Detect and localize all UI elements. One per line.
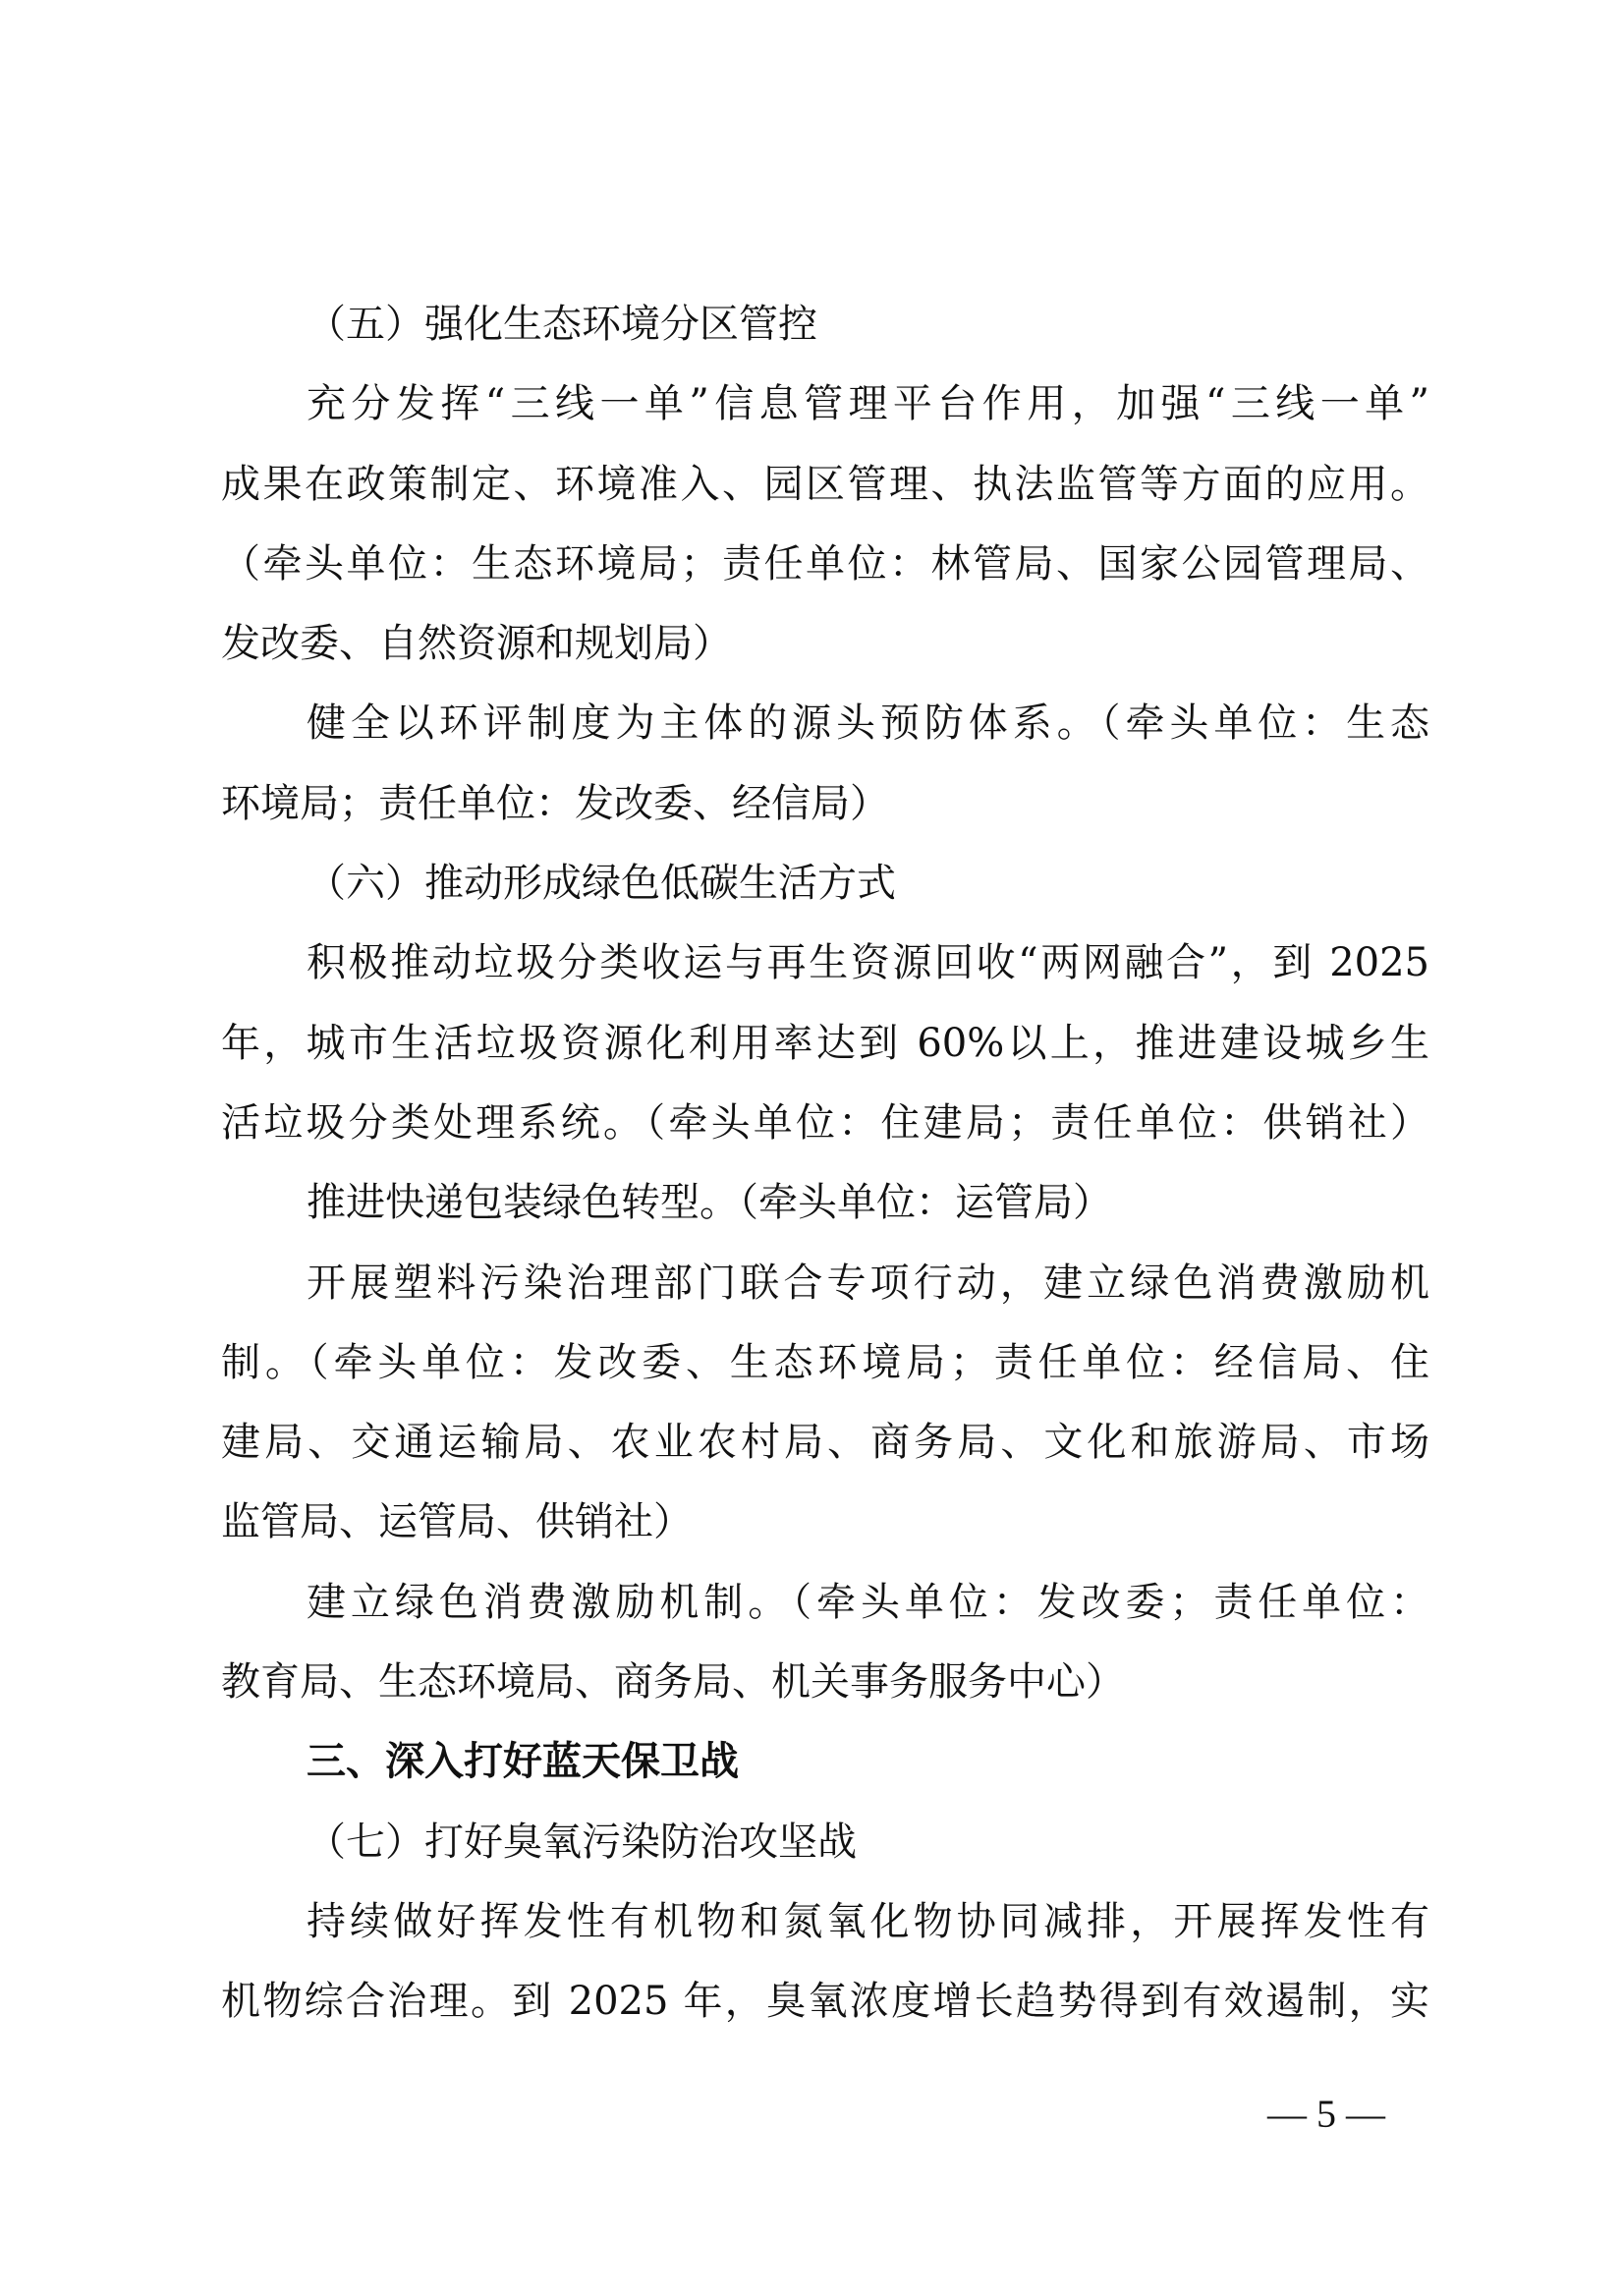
section-heading: 三、深入打好蓝天保卫战 (307, 1739, 739, 1785)
paragraph-line: （牵头单位：生态环境局；责任单位：林管局、国家公园管理局、 (221, 540, 1429, 587)
paragraph-line: 推进快递包装绿色转型。（牵头单位：运管局） (307, 1180, 1112, 1226)
paragraph-line: 机物综合治理。到 2025 年，臭氧浓度增长趋势得到有效遏制，实 (221, 1979, 1429, 2025)
subsection-heading: （五）强化生态环境分区管控 (307, 302, 817, 347)
paragraph-line: 充分发挥“三线一单”信息管理平台作用，加强“三线一单” (307, 381, 1429, 427)
paragraph-line: 建立绿色消费激励机制。（牵头单位：发改委；责任单位： (307, 1579, 1429, 1625)
page-number: — 5 — (1267, 2092, 1385, 2136)
paragraph-line: 开展塑料污染治理部门联合专项行动，建立绿色消费激励机 (307, 1260, 1429, 1306)
paragraph-line: 制。（牵头单位：发改委、生态环境局；责任单位：经信局、住 (221, 1339, 1429, 1385)
paragraph-line: 持续做好挥发性有机物和氮氧化物协同减排，开展挥发性有 (307, 1898, 1429, 1944)
paragraph-line: 积极推动垃圾分类收运与再生资源回收“两网融合”，到 2025 (307, 940, 1429, 986)
subsection-heading: （七）打好臭氧污染防治攻坚战 (307, 1819, 857, 1865)
paragraph-line: 年，城市生活垃圾资源化利用率达到 60%以上，推进建设城乡生 (221, 1020, 1429, 1066)
paragraph-line: 建局、交通运输局、农业农村局、商务局、文化和旅游局、市场 (221, 1420, 1429, 1466)
paragraph-line: 活垃圾分类处理系统。（牵头单位：住建局；责任单位：供销社） (221, 1099, 1429, 1146)
subsection-heading: （六）推动形成绿色低碳生活方式 (307, 861, 896, 907)
paragraph-line: 教育局、生态环境局、商务局、机关事务服务中心） (221, 1659, 1125, 1706)
paragraph-line: 监管局、运管局、供销社） (221, 1499, 693, 1545)
paragraph-line: 环境局；责任单位：发改委、经信局） (221, 780, 889, 826)
body-text (221, 285, 1429, 2043)
paragraph-line: 发改委、自然资源和规划局） (221, 621, 732, 667)
paragraph-line: 成果在政策制定、环境准入、园区管理、执法监管等方面的应用。 (221, 461, 1429, 507)
paragraph-line: 健全以环评制度为主体的源头预防体系。（牵头单位：生态 (307, 700, 1429, 747)
